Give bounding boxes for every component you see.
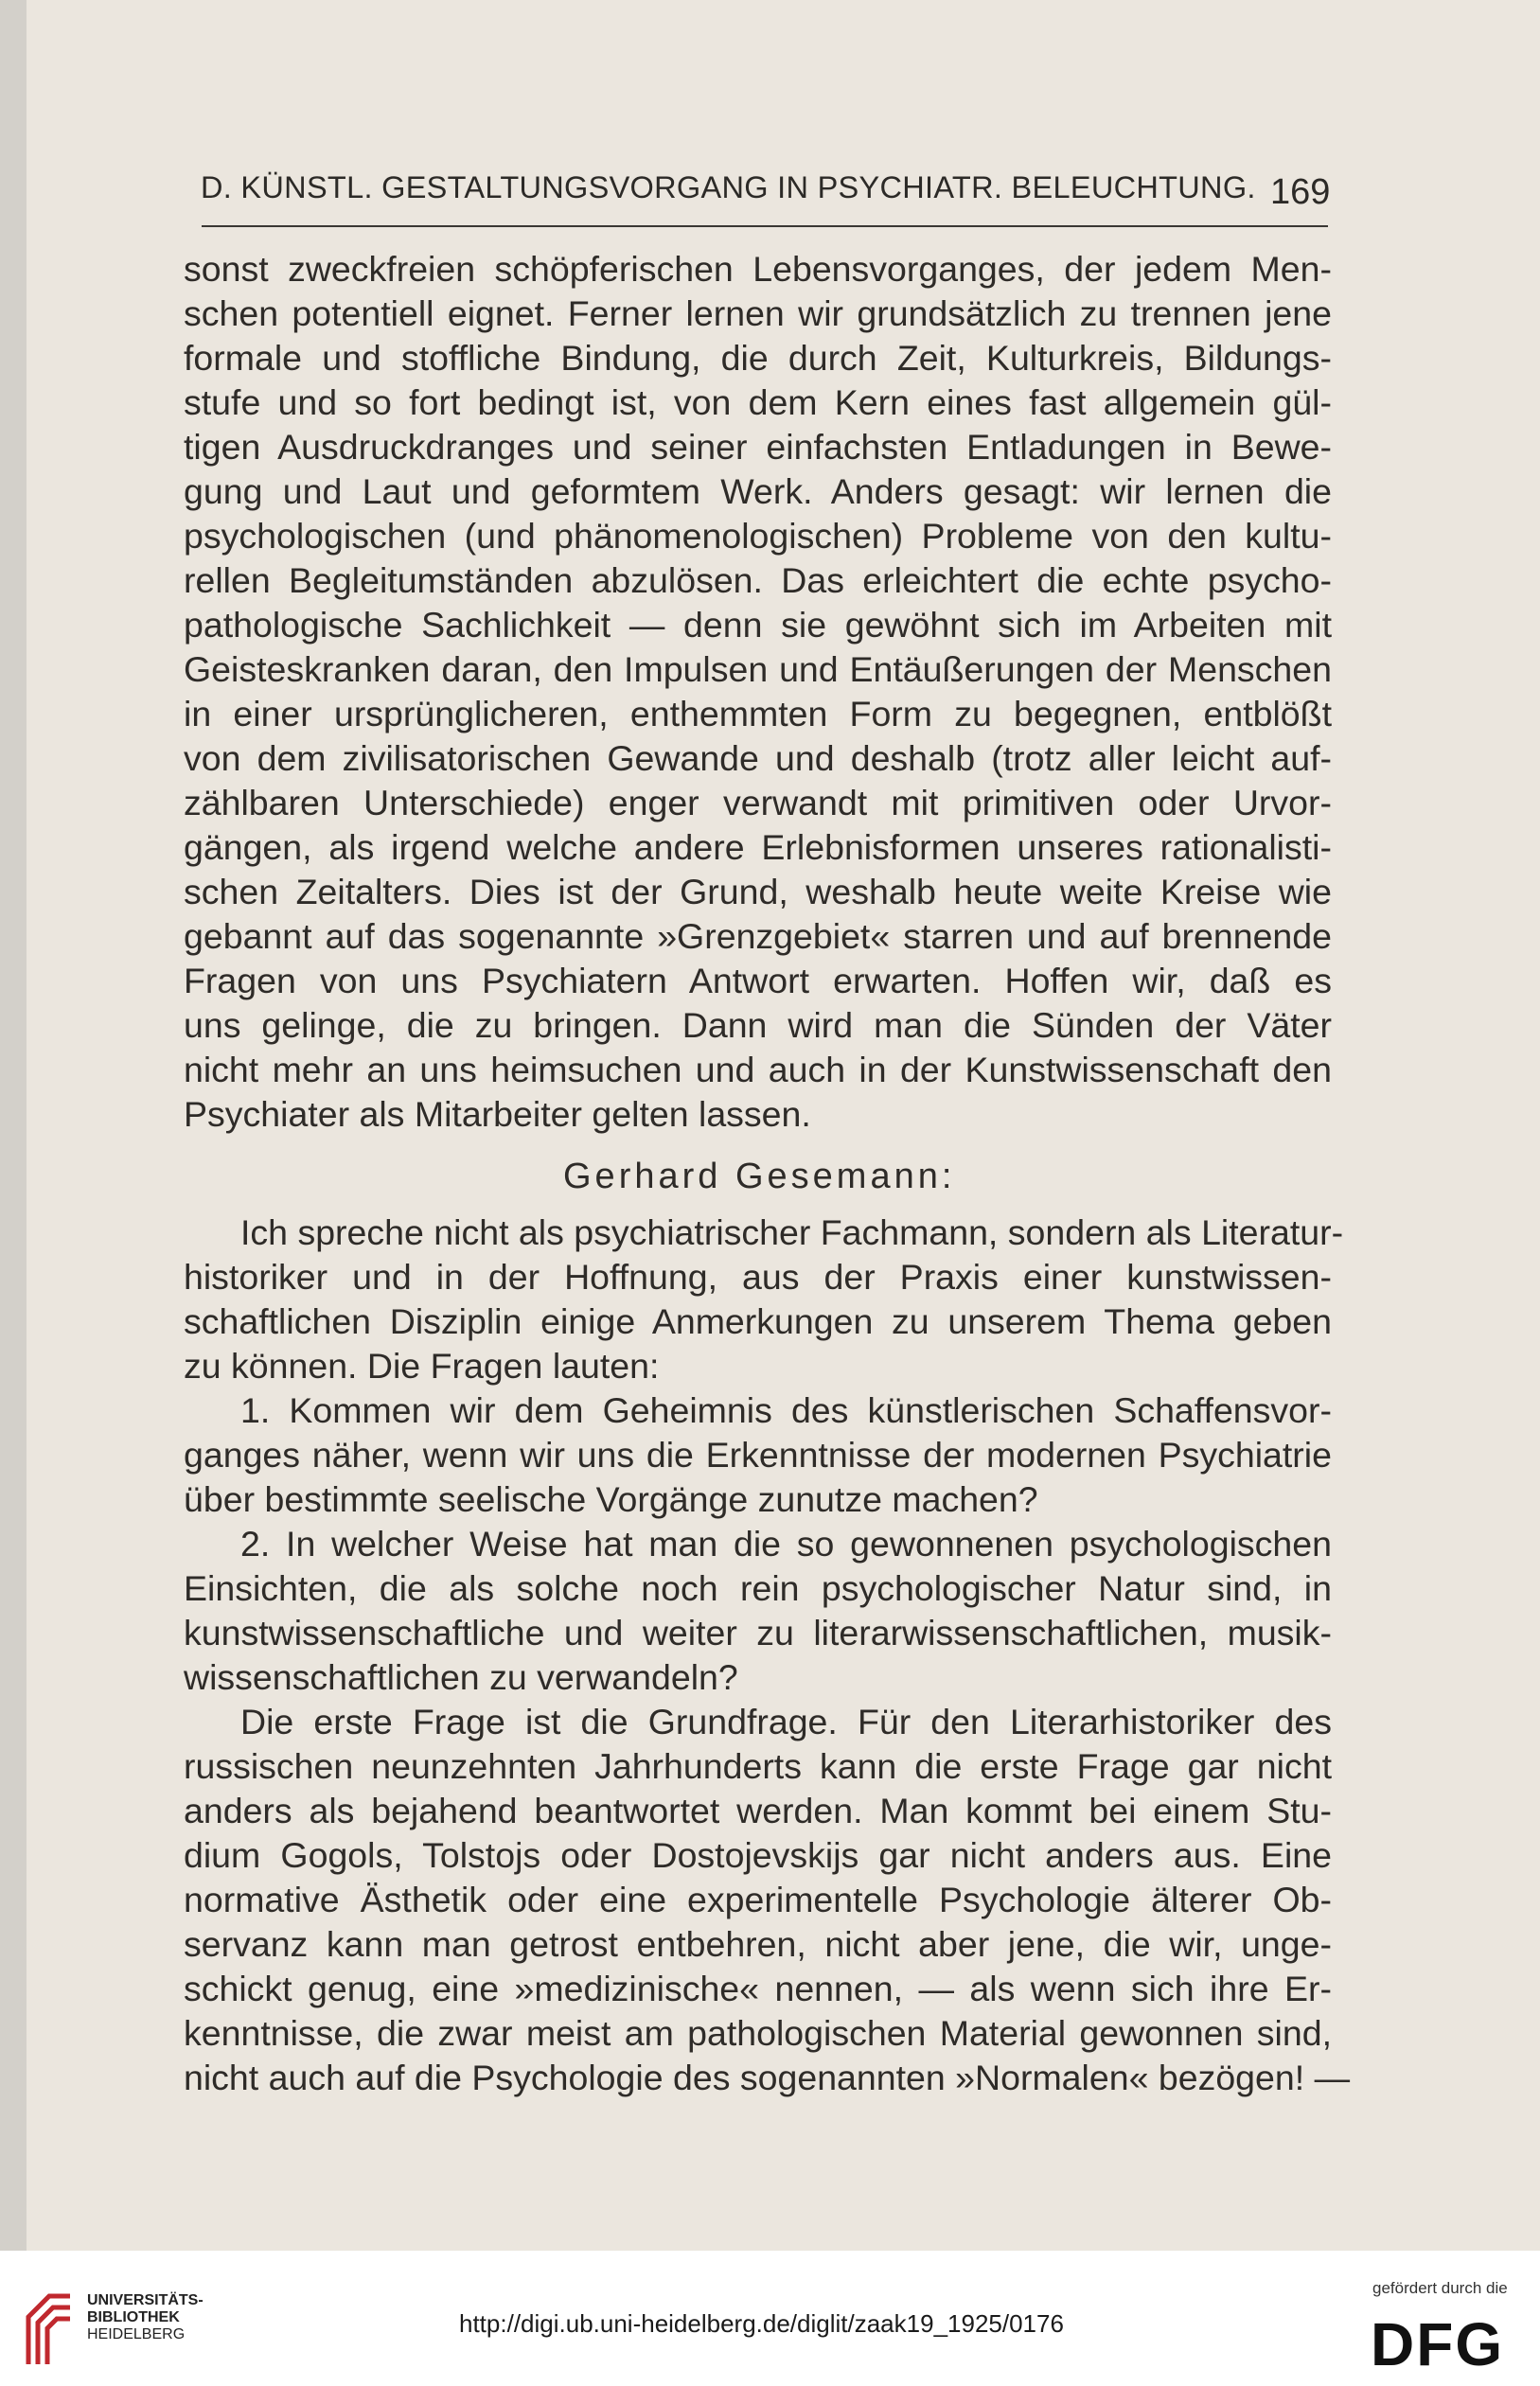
text-line: rellen Begleitumständen abzulösen. Das erleichtert die echte psycho- [184, 560, 1332, 600]
text-line: wissenschaftlichen zu verwandeln? [184, 1657, 738, 1697]
text-line: Geisteskranken daran, den Impulsen und Entäußerungen der Menschen [184, 649, 1332, 689]
text-line: normative Ästhetik oder eine experimentelle Psychologie älterer Ob- [184, 1880, 1332, 1919]
text-line: von dem zivilisatorischen Gewande und deshalb (trotz aller leicht auf- [184, 738, 1332, 778]
library-name-line: BIBLIOTHEK [87, 2309, 180, 2325]
permalink-url[interactable]: http://digi.ub.uni-heidelberg.de/diglit/zaak19_1925/0176 [459, 2309, 1064, 2338]
library-logo-icon [21, 2289, 76, 2368]
running-header [27, 170, 1540, 218]
running-header-title: D. KÜNSTL. GESTALTUNGSVORGANG IN PSYCHIATR. BELEUCHTUNG. [201, 170, 1256, 204]
text-line: Fragen von uns Psychiatern Antwort erwarten. Hoffen wir, daß es [184, 961, 1332, 1000]
funder-logo: DFG [1371, 2310, 1505, 2378]
text-line: in einer ursprünglicheren, enthemmten Form zu begegnen, entblößt [184, 694, 1332, 733]
text-line: Ich spreche nicht als psychiatrischer Fachmann, sondern als Literatur- [240, 1212, 1344, 1252]
text-line: Einsichten, die als solche noch rein psychologischer Natur sind, in [184, 1568, 1332, 1608]
text-line: uns gelinge, die zu bringen. Dann wird man die Sünden der Väter [184, 1005, 1332, 1045]
text-line: nicht mehr an uns heimsuchen und auch in der Kunstwissenschaft den [184, 1050, 1332, 1089]
text-line: zählbaren Unterschiede) enger verwandt mit primitiven oder Urvor- [184, 783, 1332, 822]
text-line: schen Zeitalters. Dies ist der Grund, weshalb heute weite Kreise wie [184, 872, 1332, 911]
text-line: ganges näher, wenn wir uns die Erkenntnisse der modernen Psychiatrie [184, 1435, 1332, 1475]
library-name [87, 2292, 204, 2343]
text-line: schickt genug, eine »medizinische« nennen, — als wenn sich ihre Er- [184, 1969, 1332, 2008]
text-line: über bestimmte seelische Vorgänge zunutze machen? [184, 1479, 1038, 1519]
text-line: anders als bejahend beantwortet werden. Man kommt bei einem Stu- [184, 1791, 1332, 1830]
text-line: schaftlichen Disziplin einige Anmerkungen zu unserem Thema geben [184, 1301, 1332, 1341]
text-line: Die erste Frage ist die Grundfrage. Für den Literarhistoriker des [240, 1702, 1332, 1741]
text-line: psychologischen (und phänomenologischen) Probleme von den kultu- [184, 516, 1332, 556]
text-line: gebannt auf das sogenannte »Grenzgebiet« starren und auf brennende [184, 916, 1332, 956]
text-line: sonst zweckfreien schöpferischen Lebensvorganges, der jedem Men- [184, 249, 1332, 289]
text-line: servanz kann man getrost entbehren, nicht aber jene, die wir, unge- [184, 1924, 1332, 1964]
header-rule [202, 225, 1328, 227]
text-line: Psychiater als Mitarbeiter gelten lassen. [184, 1094, 811, 1134]
text-line: formale und stoffliche Bindung, die durch Zeit, Kulturkreis, Bildungs- [184, 338, 1332, 378]
text-line: kunstwissenschaftliche und weiter zu literarwissenschaftlichen, musik- [184, 1613, 1332, 1653]
section-heading: Gerhard Gesemann: [563, 1157, 956, 1196]
library-name-line: HEIDELBERG [87, 2326, 186, 2342]
text-line: stufe und so fort bedingt ist, von dem Kern eines fast allgemein gül- [184, 382, 1332, 422]
text-line: zu können. Die Fragen lauten: [184, 1346, 660, 1386]
book-page [27, 0, 1540, 2251]
text-line: 1. Kommen wir dem Geheimnis des künstlerischen Schaffensvor- [240, 1390, 1332, 1430]
text-line: 2. In welcher Weise hat man die so gewonnenen psychologischen [240, 1524, 1332, 1564]
text-line: nicht auch auf die Psychologie des sogenannten »Normalen« bezögen! — [184, 2058, 1351, 2097]
text-line: dium Gogols, Tolstojs oder Dostojevskijs gar nicht anders aus. Eine [184, 1835, 1332, 1875]
text-line: historiker und in der Hoffnung, aus der Praxis einer kunstwissen- [184, 1257, 1332, 1297]
digitization-footer [0, 2251, 1540, 2386]
text-line: gängen, als irgend welche andere Erlebnisformen unseres rationalisti- [184, 827, 1332, 867]
text-line: tigen Ausdruckdranges und seiner einfachsten Entladungen in Bewe- [184, 427, 1332, 467]
text-line: schen potentiell eignet. Ferner lernen wir grundsätzlich zu trennen jene [184, 293, 1332, 333]
text-line: kenntnisse, die zwar meist am pathologischen Material gewonnen sind, [184, 2013, 1332, 2053]
text-line: russischen neunzehnten Jahrhunderts kann die erste Frage gar nicht [184, 1746, 1332, 1786]
text-line: pathologische Sachlichkeit — denn sie gewöhnt sich im Arbeiten mit [184, 605, 1332, 645]
page-number: 169 [1270, 172, 1331, 212]
text-line: gung und Laut und geformtem Werk. Anders gesagt: wir lernen die [184, 471, 1332, 511]
library-name-line: UNIVERSITÄTS- [87, 2292, 204, 2308]
funder-caption: gefördert durch die [1372, 2279, 1508, 2297]
